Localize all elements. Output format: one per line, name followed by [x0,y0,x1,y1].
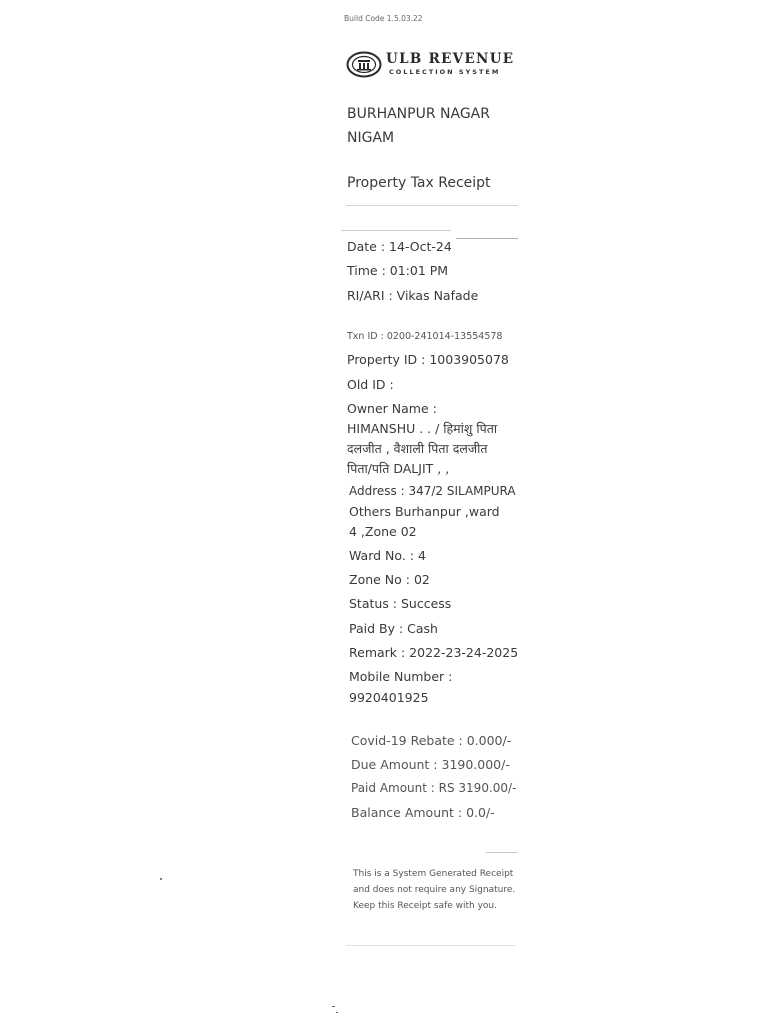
time-field: Time : 01:01 PM [347,263,449,278]
owner-name-line1: HIMANSHU . . / हिमांशु पिता [347,421,498,436]
property-id-field: Property ID : 1003905078 [347,352,509,367]
ulb-logo [346,50,526,80]
receipt-title: Property Tax Receipt [347,175,491,191]
ri-ari-field: RI/ARI : Vikas Nafade [347,288,479,303]
address-line3: 4 ,Zone 02 [349,524,417,539]
owner-name-line2: दलजीत , वैशाली पिता दलजीत [347,441,488,456]
divider [341,230,451,231]
address-line1: Address : 347/2 SILAMPURA [349,484,516,498]
owner-name-line3: पिता/पति DALJIT , , [347,461,450,476]
balance-amount-field: Balance Amount : 0.0/- [351,805,495,820]
date-field: Date : 14-Oct-24 [347,239,452,254]
remark-field: Remark : 2022-23-24-2025 [349,645,519,660]
property-tax-receipt [336,0,536,1000]
emblem-icon [346,51,382,78]
mobile-number-label: Mobile Number : [349,669,453,684]
org-name-line1: BURHANPUR NAGAR [347,106,490,122]
txn-id-field: Txn ID : 0200-241014-13554578 [347,331,503,342]
build-code: Build Code 1.5.03.22 [344,14,423,23]
address-line2: Others Burhanpur ,ward [349,504,500,519]
covid-rebate-field: Covid-19 Rebate : 0.000/- [351,733,512,748]
divider [486,852,518,853]
status-field: Status : Success [349,596,452,611]
footer-note: This is a System Generated Receipt and does not require any Signature. Keep this Receipt safe with you. [353,869,516,911]
old-id-field: Old ID : [347,377,394,392]
paid-amount-field: Paid Amount : RS 3190.00/- [351,781,517,795]
divider [346,945,516,946]
divider [346,205,518,206]
paid-by-field: Paid By : Cash [349,621,438,636]
org-name-line2: NIGAM [347,130,395,146]
mobile-number-value: 9920401925 [349,690,429,705]
scan-speck [332,1006,335,1007]
scan-speck [160,878,162,880]
logo-title: ULB REVENUE [386,51,515,67]
ward-no-field: Ward No. : 4 [349,548,426,563]
owner-name-label: Owner Name : [347,401,437,416]
zone-no-field: Zone No : 02 [349,572,430,587]
logo-subtitle: COLLECTION SYSTEM [389,68,501,76]
divider [456,238,518,239]
scan-speck [336,1012,338,1013]
due-amount-field: Due Amount : 3190.000/- [351,757,510,772]
